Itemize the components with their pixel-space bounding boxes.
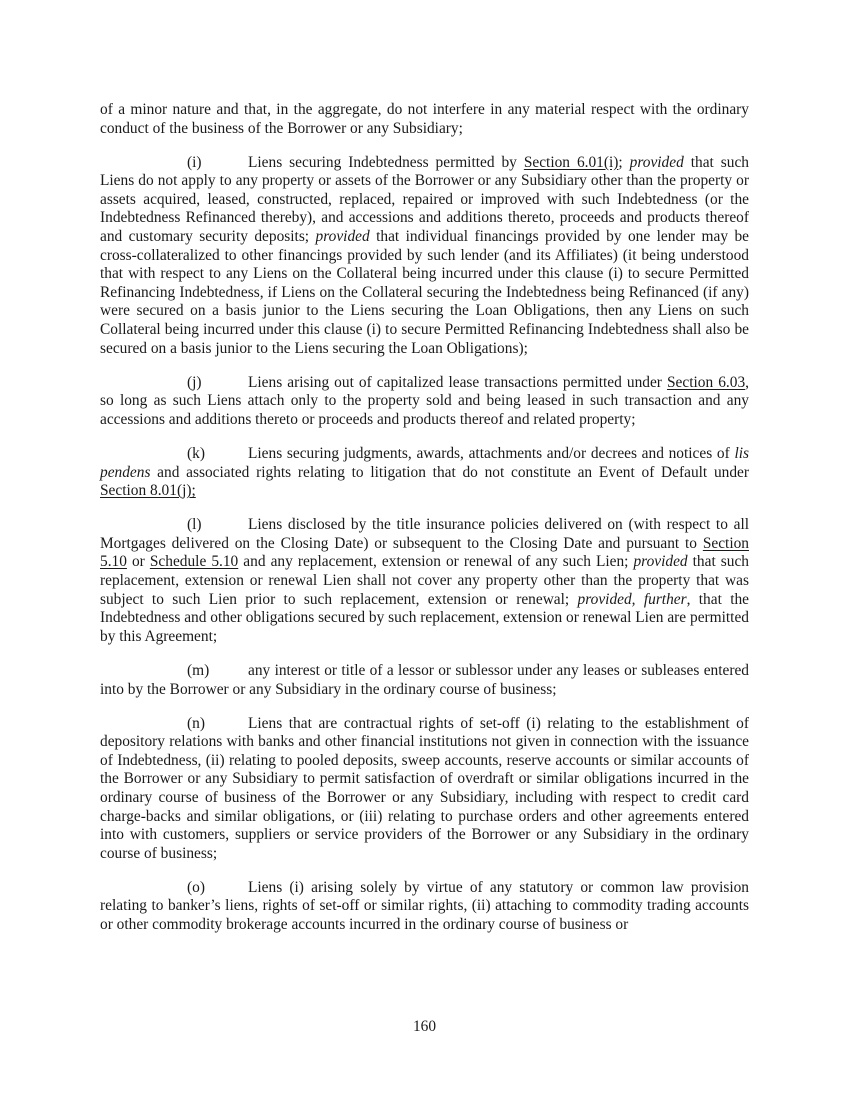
paragraph-k — [100, 445, 749, 501]
clause-label-n: (n) — [187, 714, 205, 732]
clause-label-i: (i) — [187, 153, 202, 171]
proviso-italic: provided — [315, 228, 370, 246]
paragraph-o — [100, 879, 749, 935]
section-reference-link: Section 5.10 — [100, 534, 749, 571]
text: that such replacement, extension or renewal Lien shall not cover any property other than the property that was subject to such Lien prior to such replacement, extension or renewal; — [100, 553, 749, 608]
text: Liens securing judgments, awards, attachments and/or decrees and notices of — [248, 445, 735, 462]
text: and associated rights relating to litigation that do not constitute an Event of Default under — [150, 463, 749, 481]
clause-label-l: (l) — [187, 516, 202, 534]
text: , so long as such Liens attach only to the property sold and being leased in such transaction and any accessions and additions thereto or proceeds and products thereof and related property; — [100, 373, 749, 428]
text: that such Liens do not apply to any property or assets of the Borrower or any Subsidiary other than the property or assets acquired, leased, constructed, replaced, repaired or improved with such Indebtedness (or the Indebtedness Refinanced thereby), and accessions and additions thereto, proceeds and products thereof and customary security deposits; — [100, 153, 749, 246]
clause-label-k: (k) — [187, 445, 205, 462]
section-reference-link: Section 6.03 — [666, 373, 746, 391]
text: that individual financings provided by one lender may be cross-collateralized to other financings provided by such lender (and its Affiliates) (it being understood that with respect to any Liens on the Collateral being incurred under this clause (i) to secure Permitted Refinancing Indebtedness, if Liens on the Collateral securing the Indebtedness being Refinanced (if any) were secured on a basis junior to the Liens securing the Loan Obligations, then any Liens on such Collateral being incurred under this clause (i) to secure Permitted Refinancing Indebtedness shall also be secured on a basis junior to the Liens securing the Loan Obligations); — [100, 228, 750, 357]
lis-pendens-italic: lis pendens — [100, 445, 749, 481]
proviso-italic: provided — [633, 553, 688, 571]
text: Liens (i) arising solely by virtue of any statutory or common law provision relating to banker’s liens, rights of set-off or similar rights, (ii) attaching to commodity trading accounts or other commodity brokerage accounts incurred in the ordinary course of business or — [100, 878, 749, 934]
schedule-reference-link: Schedule 5.10 — [149, 553, 239, 571]
section-reference-link: Section 6.01(i) — [523, 153, 619, 171]
paragraph-n — [100, 715, 749, 864]
clause-label-j: (j) — [187, 373, 202, 391]
text: Liens disclosed by the title insurance policies delivered on (with respect to all Mortgages delivered on the Closing Date) or subsequent to the Closing Date and pursuant to — [100, 516, 749, 552]
paragraph-intro: of a minor nature and that, in the aggregate, do not interfere in any material respect with the ordinary conduct of the business of the Borrower or any Subsidiary; — [100, 101, 749, 137]
paragraph-i — [100, 154, 749, 359]
text: Liens arising out of capitalized lease transactions permitted under — [248, 373, 667, 391]
section-reference-link: Section 8.01(j); — [100, 482, 196, 500]
text: and any replacement, extension or renewal of any such Lien; — [238, 553, 634, 571]
proviso-italic: provided — [629, 153, 684, 171]
text: any interest or title of a lessor or sublessor under any leases or subleases entered into by the Borrower or any Subsidiary in the ordinary course of business; — [100, 661, 749, 698]
text: , that the Indebtedness and other obligations secured by such replacement, extension or renewal Lien are permitted by this Agreement; — [100, 590, 749, 645]
clause-label-o: (o) — [187, 878, 205, 896]
paragraph-m — [100, 662, 749, 699]
proviso-italic: provided, further — [577, 590, 687, 608]
paragraph-l — [100, 516, 749, 646]
document-page — [100, 101, 749, 950]
text: Liens that are contractual rights of set-off (i) relating to the establishment of depository relations with banks and other financial institutions not given in connection with the issuance of Indebtedness, (ii) relating to pooled deposits, sweep accounts, reserve accounts or similar accounts of the Borrower or any Subsidiary to permit satisfaction of overdraft or similar obligations incurred in the ordinary course of business of the Borrower or any Subsidiary, including with respect to credit card charge-backs and similar obligations, or (iii) relating to purchase orders and other agreements entered into with customers, suppliers or service providers of the Borrower or any Subsidiary in the ordinary course of business; — [100, 714, 749, 862]
text: ; — [618, 153, 630, 171]
page-number: 160 — [412, 1018, 437, 1035]
text: or — [126, 553, 150, 571]
clause-label-m: (m) — [187, 661, 210, 679]
paragraph-j — [100, 374, 749, 430]
text: Liens securing Indebtedness permitted by — [248, 153, 524, 171]
